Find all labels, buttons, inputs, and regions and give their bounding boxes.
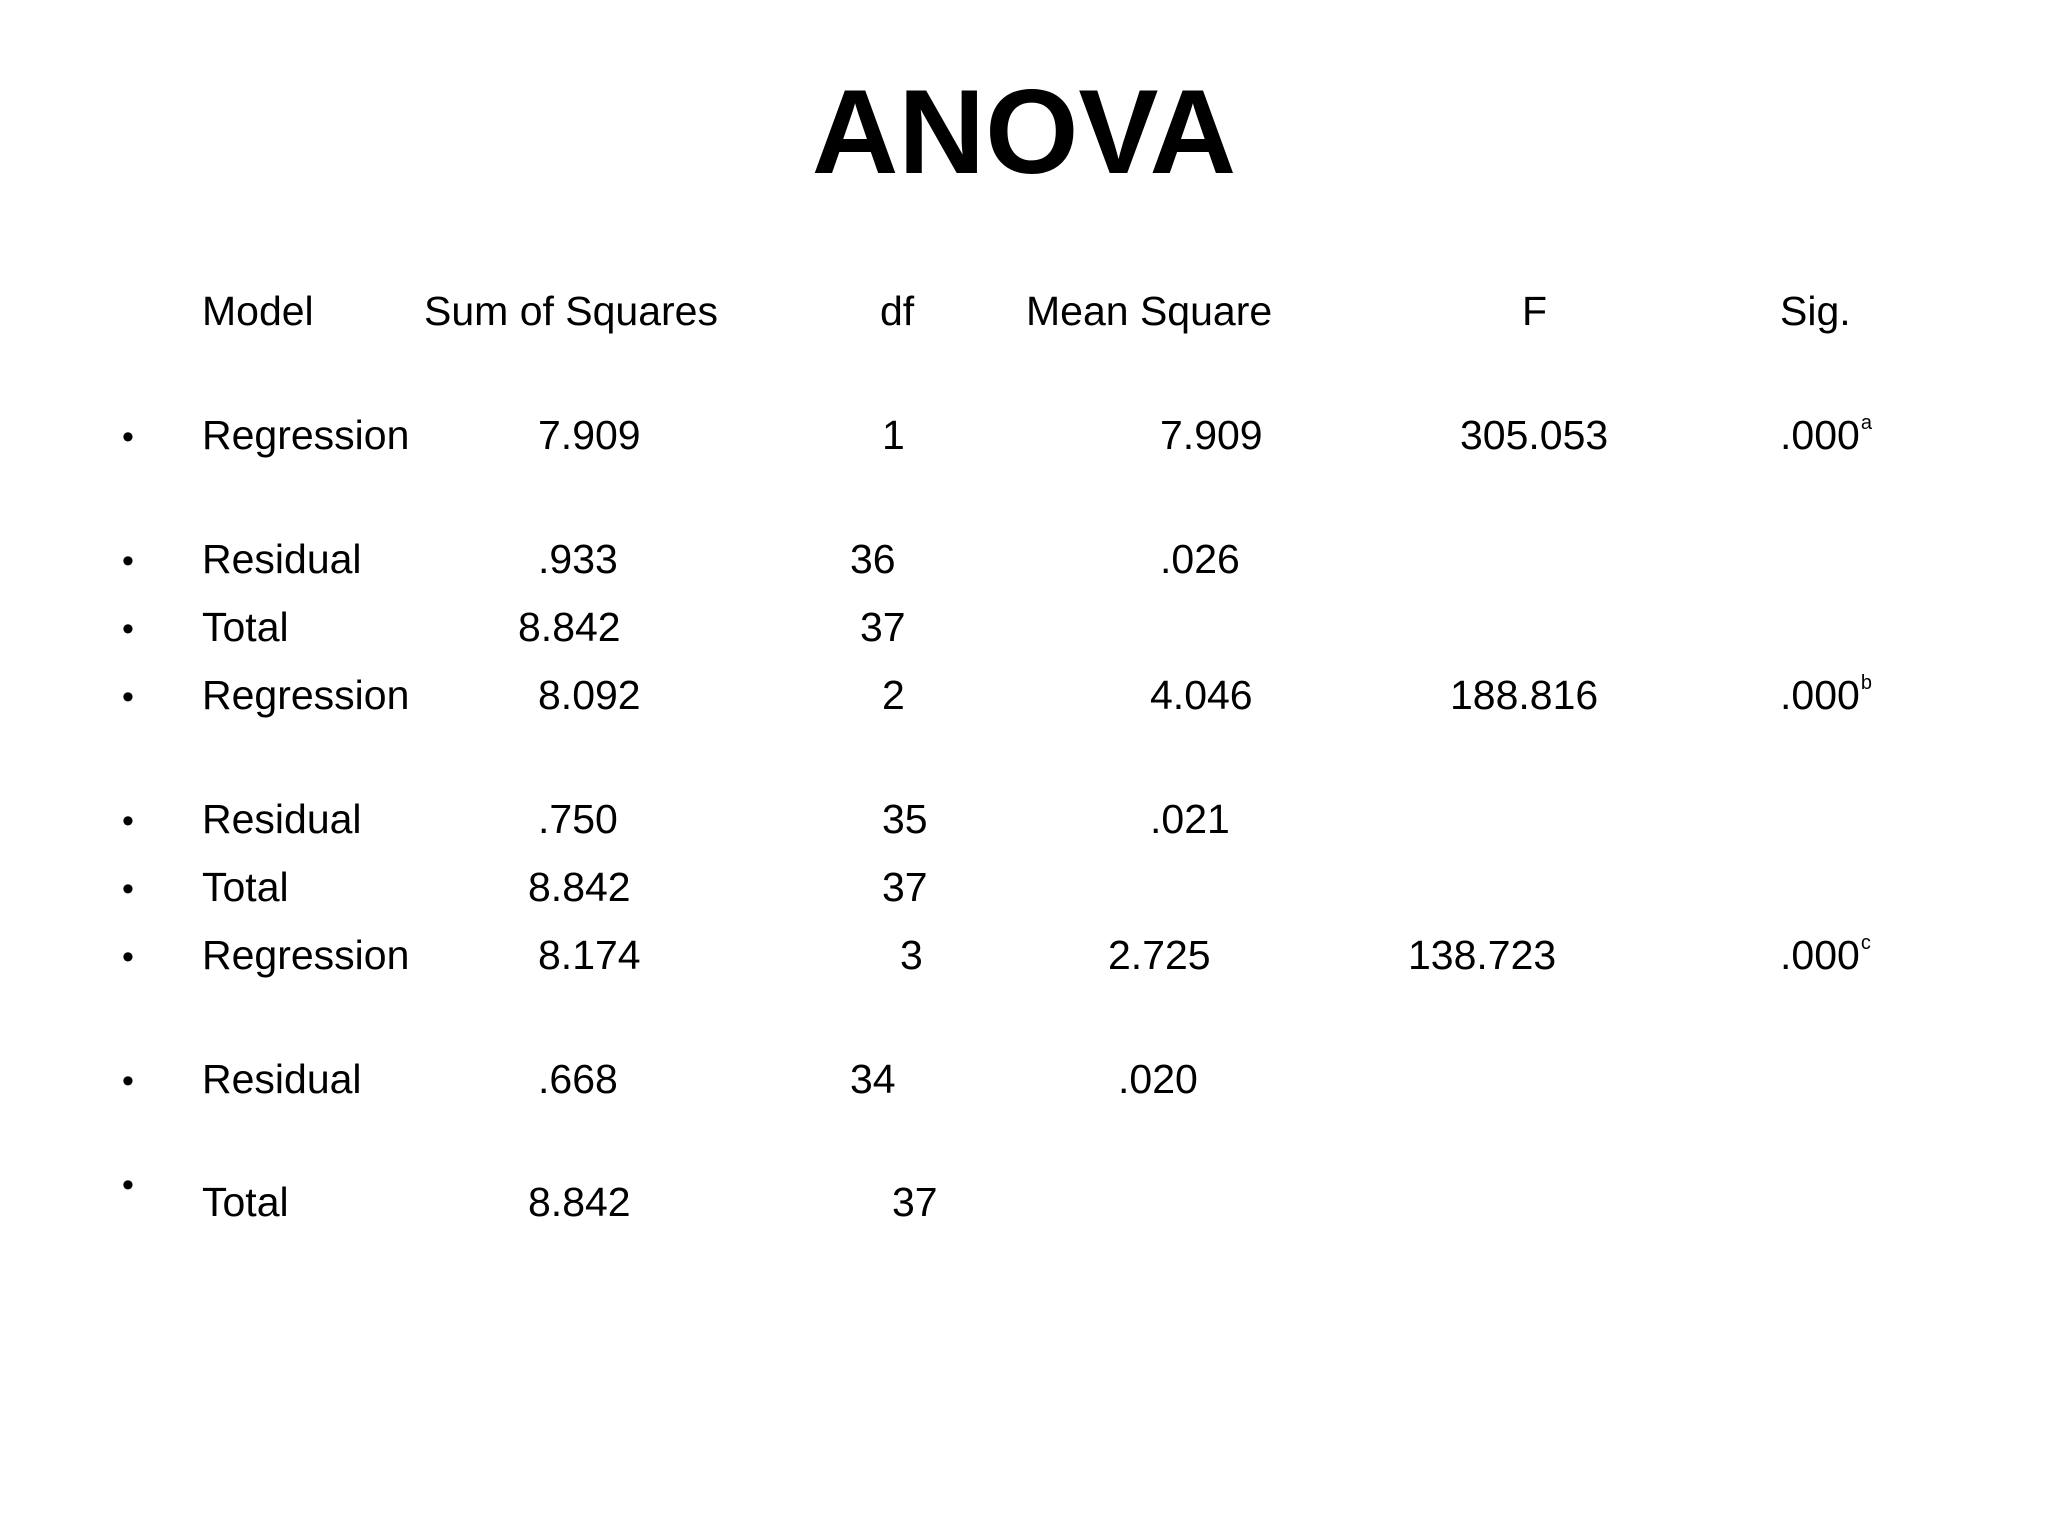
row-sig	[1780, 932, 1871, 978]
row-mean-square: .021	[1150, 796, 1230, 842]
row-sum-of-squares: 8.174	[538, 932, 641, 978]
slide-title: ANOVA	[811, 65, 1237, 199]
row-mean-square: 2.725	[1108, 932, 1211, 978]
row-sum-of-squares: .750	[538, 796, 618, 842]
row-model: Regression	[202, 672, 410, 718]
header-sum-of-squares: Sum of Squares	[424, 288, 718, 334]
header-model: Model	[202, 288, 314, 334]
row-mean-square: 4.046	[1150, 672, 1253, 718]
footnote-marker: b	[1860, 672, 1872, 694]
row-df: 37	[892, 1179, 938, 1225]
header-f: F	[1522, 288, 1548, 334]
bullet: •	[122, 1166, 134, 1204]
row-f: 305.053	[1460, 412, 1609, 458]
bullet: •	[122, 610, 134, 648]
row-df: 3	[900, 932, 923, 978]
bullet: •	[122, 938, 134, 976]
bullet: •	[122, 802, 134, 840]
row-mean-square: 7.909	[1160, 412, 1263, 458]
row-df: 2	[882, 672, 905, 718]
row-sum-of-squares: 8.842	[528, 864, 631, 910]
row-model: Residual	[202, 796, 362, 842]
row-sum-of-squares: 7.909	[538, 412, 641, 458]
row-sum-of-squares: 8.842	[518, 604, 621, 650]
footnote-marker: c	[1860, 932, 1871, 954]
row-df: 34	[850, 1056, 896, 1102]
bullet: •	[122, 678, 134, 716]
sig-value: .000	[1780, 412, 1860, 458]
bullet: •	[122, 1062, 134, 1100]
row-mean-square: .026	[1160, 536, 1240, 582]
row-df: 35	[882, 796, 928, 842]
row-sum-of-squares: .933	[538, 536, 618, 582]
row-model: Total	[202, 604, 289, 650]
header-df: df	[880, 288, 915, 334]
header-sig: Sig.	[1780, 288, 1851, 334]
row-sum-of-squares: 8.092	[538, 672, 641, 718]
bullet: •	[122, 542, 134, 580]
row-model: Residual	[202, 536, 362, 582]
row-f: 138.723	[1408, 932, 1557, 978]
row-model: Total	[202, 1179, 289, 1225]
row-sig	[1780, 412, 1872, 458]
row-sum-of-squares: 8.842	[528, 1179, 631, 1225]
footnote-marker: a	[1860, 412, 1872, 434]
row-df: 36	[850, 536, 896, 582]
sig-value: .000	[1780, 932, 1860, 978]
row-df: 1	[882, 412, 905, 458]
row-f: 188.816	[1450, 672, 1599, 718]
row-df: 37	[860, 604, 906, 650]
row-mean-square: .020	[1118, 1056, 1198, 1102]
bullet: •	[122, 418, 134, 456]
header-mean-square: Mean Square	[1026, 288, 1273, 334]
row-model: Regression	[202, 932, 410, 978]
row-sig	[1780, 672, 1872, 718]
row-model: Total	[202, 864, 289, 910]
row-sum-of-squares: .668	[538, 1056, 618, 1102]
row-df: 37	[882, 864, 928, 910]
sig-value: .000	[1780, 672, 1860, 718]
row-model: Residual	[202, 1056, 362, 1102]
row-model: Regression	[202, 412, 410, 458]
bullet: •	[122, 870, 134, 908]
